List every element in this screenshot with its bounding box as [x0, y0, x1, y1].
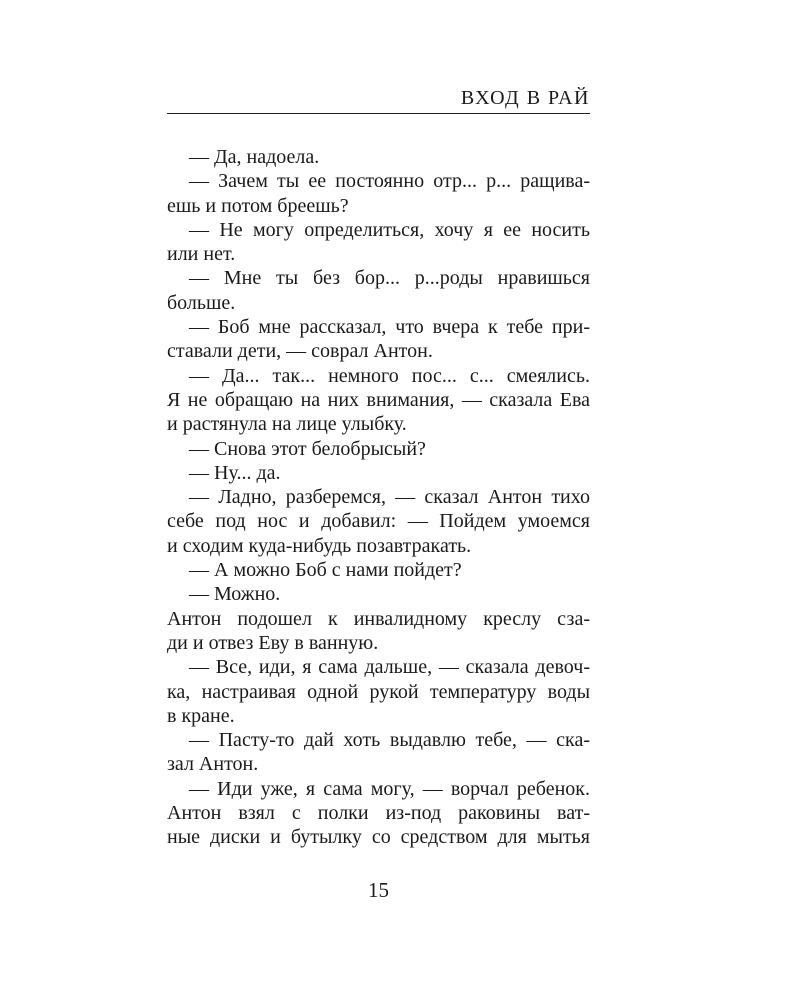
text-line: или нет. [167, 243, 236, 266]
text-line: — Да, надоела. [189, 146, 320, 168]
text-line: ешь и потом бреешь? [167, 194, 349, 217]
text-line: Антон взял с полки из-под раковины ват- [167, 802, 590, 825]
text-line: больше. [167, 291, 236, 314]
text-line: — А можно Боб с нами пойдет? [189, 559, 462, 582]
text-line: — Ну... да. [189, 461, 281, 484]
text-line: — Пасту-то дай хоть выдавлю тебе, — ска- [189, 729, 590, 752]
text-line: ставали дети, — соврал Антон. [167, 340, 433, 363]
text-line: — Иди уже, я сама могу, — ворчал ребенок. [189, 777, 590, 800]
text-line: — Снова этот белобрысый? [189, 437, 426, 460]
text-line: — Все, иди, я сама дальше, — сказала девоч- [189, 656, 590, 679]
text-line: Я не обращаю на них внимания, — сказала Ева [167, 388, 590, 411]
text-line: ка, настраивая одной рукой температуру воды [167, 680, 590, 703]
body-text [167, 145, 590, 850]
running-header: ВХОД В РАЙ [460, 87, 590, 109]
text-line: в кране. [167, 704, 235, 727]
page-number: 15 [368, 878, 389, 902]
text-line: себе под нос и добавил: — Пойдем умоемся [167, 510, 590, 533]
text-line: — Боб мне рассказал, что вчера к тебе при- [189, 316, 590, 339]
header-rule [167, 113, 590, 114]
text-line: и сходим куда-нибудь позавтракать. [167, 534, 472, 557]
text-line: — Ладно, разберемся, — сказал Антон тихо [189, 486, 590, 509]
text-line: — Не могу определиться, хочу я ее носить [189, 218, 590, 241]
text-line: зал Антон. [167, 753, 259, 776]
text-line: ные диски и бутылку со средством для мытья [167, 826, 590, 849]
text-line: Антон подошел к инвалидному креслу сза- [167, 607, 590, 630]
text-line: и растянула на лице улыбку. [167, 413, 407, 436]
text-line: — Мне ты без бор... р...роды нравишься [189, 267, 590, 290]
text-line: — Можно. [189, 583, 281, 606]
text-line: — Да... так... немного пос... с... смеялись. [189, 364, 590, 387]
text-line: ди и отвез Еву в ванную. [167, 631, 379, 654]
text-line: — Зачем ты ее постоянно отр... р... ращива- [189, 170, 590, 193]
